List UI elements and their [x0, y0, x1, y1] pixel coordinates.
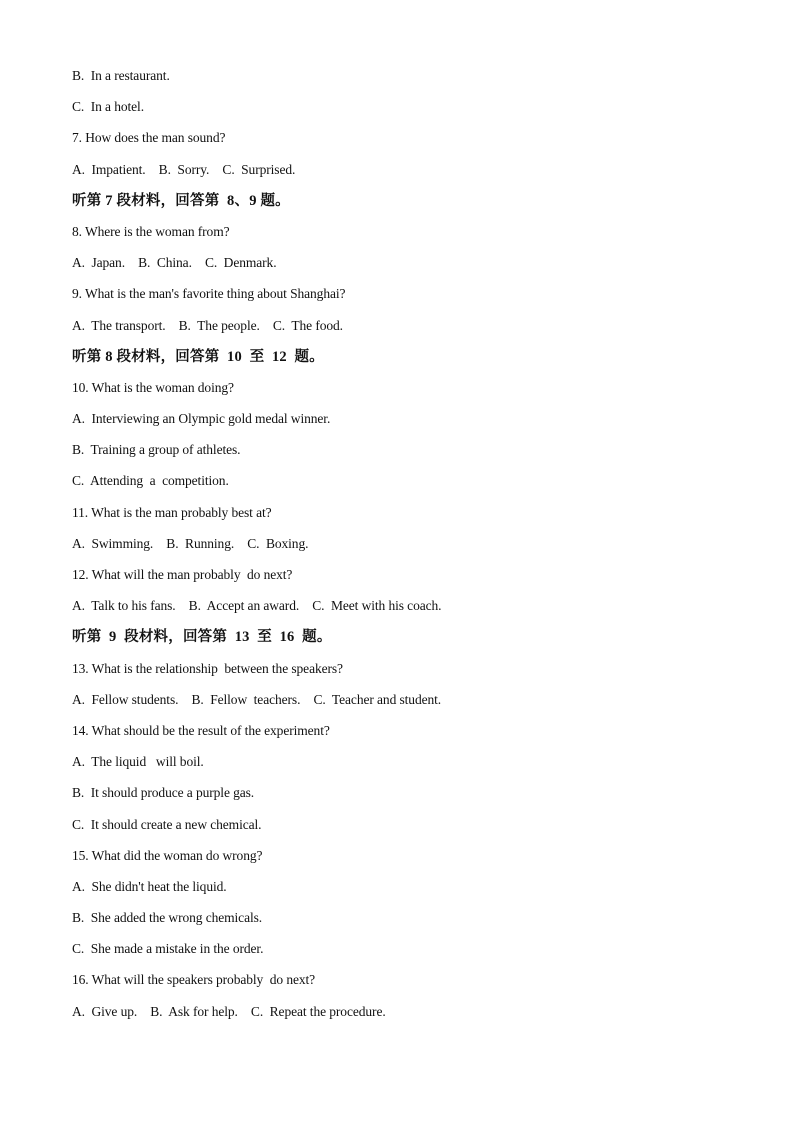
text-line: 16. What will the speakers probably do next?: [72, 972, 316, 988]
text-line: 8. Where is the woman from?: [72, 223, 230, 239]
text-line: A. The transport. B. The people. C. The food.: [72, 317, 343, 333]
text-line: A. Interviewing an Olympic gold medal winner.: [72, 411, 331, 427]
text-line: A. She didn't heat the liquid.: [72, 878, 227, 894]
text-line: B. In a restaurant.: [72, 68, 170, 83]
text-line: A. The liquid will boil.: [72, 754, 204, 770]
document-page: [72, 66, 752, 1033]
text-line: C. In a hotel.: [72, 99, 144, 115]
text-line: C. It should create a new chemical.: [72, 816, 262, 832]
text-line: 7. How does the man sound?: [72, 130, 226, 146]
section-heading: 听第 8 段材料，回答第 10 至 12 题。: [72, 348, 324, 365]
text-line: A. Talk to his fans. B. Accept an award. C. Meet with his coach.: [72, 598, 442, 614]
text-line: 12. What will the man probably do next?: [72, 567, 293, 582]
text-line: B. It should produce a purple gas.: [72, 785, 255, 801]
text-line: A. Fellow students. B. Fellow teachers. C. Teacher and student.: [72, 691, 442, 707]
text-line: B. Training a group of athletes.: [72, 442, 241, 458]
text-line: 13. What is the relationship between the speakers?: [72, 660, 343, 676]
text-line: A. Give up. B. Ask for help. C. Repeat the procedure.: [72, 1003, 386, 1019]
text-line: 11. What is the man probably best at?: [72, 504, 272, 520]
text-line: A. Japan. B. China. C. Denmark.: [72, 255, 277, 271]
text-line: 15. What did the woman do wrong?: [72, 847, 263, 863]
text-line: 9. What is the man's favorite thing about Shanghai?: [72, 286, 346, 302]
text-line: A. Impatient. B. Sorry. C. Surprised.: [72, 161, 296, 177]
section-heading: 听第 9 段材料，回答第 13 至 16 题。: [72, 629, 332, 646]
text-line: C. She made a mistake in the order.: [72, 941, 264, 957]
section-heading: 听第 7 段材料，回答第 8、9 题。: [72, 192, 290, 209]
text-line: 10. What is the woman doing?: [72, 379, 234, 395]
text-line: B. She added the wrong chemicals.: [72, 910, 263, 926]
text-line: 14. What should be the result of the experiment?: [72, 722, 330, 738]
text-line: A. Swimming. B. Running. C. Boxing.: [72, 535, 309, 551]
text-line: C. Attending a competition.: [72, 473, 229, 489]
